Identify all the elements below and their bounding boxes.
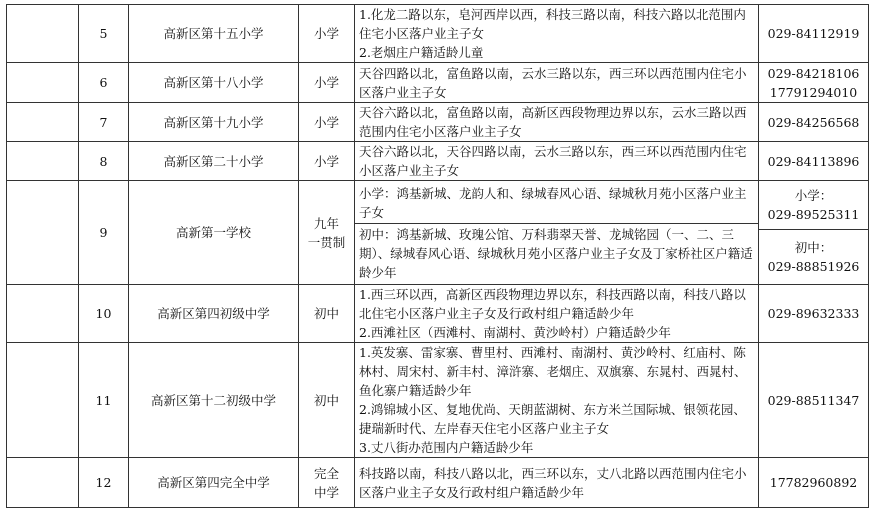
row-number: 8	[79, 142, 129, 181]
blank-cell	[7, 181, 79, 285]
enrollment-area	[355, 343, 759, 458]
contact-phone	[759, 458, 869, 508]
row-number: 10	[79, 285, 129, 343]
cell-line: 1.英发寨、雷家寨、曹里村、西滩村、南湖村、黄沙岭村、红庙村、陈林村、周宋村、新丰村、漳浒寨、老烟庄、双旗寨、东晁村、西晁村、鱼化寨户籍适龄少年	[359, 345, 747, 398]
enrollment-sub-area: 小学：鸿基新城、龙韵人和、绿城春风心语、绿城秋月苑小区落户业主子女	[355, 183, 758, 224]
table-row	[7, 343, 869, 458]
phone-sub-cell	[759, 230, 868, 284]
row-number: 12	[79, 458, 129, 508]
cell-line: 天谷六路以北，天谷四路以南，云水三路以东，西三环以西范围内住宅小区落户业主子女	[359, 144, 747, 178]
cell-line: 完全	[313, 465, 339, 481]
school-name: 高新区第四完全中学	[129, 458, 299, 508]
enrollment-sub-area: 初中：鸿基新城、玫瑰公馆、万科翡翠天誉、龙城铭园（一、二、三期）、绿城春风心语、绿城秋月苑小区落户业主子女及丁家桥社区户籍适龄少年	[359, 226, 753, 280]
table-row	[7, 103, 869, 142]
enrollment-area	[355, 285, 759, 343]
school-name: 高新区第十八小学	[129, 63, 299, 103]
cell-line: 17782960892	[769, 475, 858, 490]
school-type	[299, 285, 355, 343]
cell-line: 初中	[313, 306, 339, 321]
cell-line: 2.老烟庄户籍适龄儿童	[359, 45, 484, 60]
school-name: 高新区第二十小学	[129, 142, 299, 181]
table-body	[7, 5, 869, 508]
cell-line: 029-84218106	[767, 65, 860, 81]
cell-line: 1.化龙二路以东，皂河西岸以西，科技三路以南，科技六路以北范围内住宅小区落户业主子女	[359, 7, 746, 41]
cell-line: 九年	[313, 215, 339, 231]
cell-line: 小学	[313, 114, 339, 130]
cell-line: 029-84112919	[767, 26, 860, 41]
school-name: 高新区第四初级中学	[129, 285, 299, 343]
table-row	[7, 5, 869, 63]
school-type	[299, 63, 355, 103]
contact-phone	[759, 63, 869, 103]
phone-sub-cell	[759, 181, 868, 230]
cell-line: 2.鸿锦城小区、复地优尚、天朗蓝湖树、东方米兰国际城、银领花园、捷瑞新时代、左岸春天住宅小区落户业主子女	[359, 402, 746, 436]
school-type	[299, 103, 355, 142]
enrollment-area	[355, 63, 759, 103]
cell-line: 中学	[313, 484, 339, 500]
school-type	[299, 5, 355, 63]
school-name: 高新区第十九小学	[129, 103, 299, 142]
table-row	[7, 285, 869, 343]
cell-line: 小学	[313, 75, 339, 90]
cell-line: 小学	[313, 153, 339, 169]
cell-line: 天谷六路以北，富鱼路以南，高新区西段物理边界以东，云水三路以西范围内住宅小区落户业主子女	[359, 105, 747, 139]
row-number: 5	[79, 5, 129, 63]
table-row	[7, 63, 869, 103]
blank-cell	[7, 458, 79, 508]
table-row	[7, 458, 869, 508]
enrollment-area	[355, 181, 759, 285]
cell-line: 小学	[313, 26, 339, 41]
cell-line: 初中	[313, 392, 339, 408]
contact-phone	[759, 103, 869, 142]
school-type	[299, 142, 355, 181]
enrollment-area	[355, 5, 759, 63]
row-number: 9	[79, 181, 129, 285]
school-name: 高新第一学校	[129, 181, 299, 285]
table-row	[7, 142, 869, 181]
contact-phone	[759, 285, 869, 343]
blank-cell	[7, 285, 79, 343]
school-type	[299, 343, 355, 458]
blank-cell	[7, 142, 79, 181]
cell-line: 一贯制	[307, 234, 346, 250]
blank-cell	[7, 103, 79, 142]
cell-line: 天谷四路以北，富鱼路以南，云水三路以东，西三环以西范围内住宅小区落户业主子女	[359, 65, 747, 100]
blank-cell	[7, 5, 79, 63]
cell-line: 3.丈八街办范围内户籍适龄少年	[359, 440, 534, 455]
cell-line: 2.西滩社区（西滩村、南湖村、黄沙岭村）户籍适龄少年	[359, 325, 671, 340]
cell-line: 1.西三环以西，高新区西段物理边界以东，科技西路以南，科技八路以北住宅小区落户业主子女及行政村组户籍适龄少年	[359, 287, 746, 321]
school-name: 高新区第十五小学	[129, 5, 299, 63]
school-type	[299, 181, 355, 285]
phone-label: 小学：	[794, 188, 833, 203]
cell-line: 029-88511347	[767, 392, 860, 408]
phone-number: 029-88851926	[767, 259, 860, 274]
blank-cell	[7, 63, 79, 103]
cell-line: 17791294010	[769, 84, 858, 100]
cell-line: 029-84256568	[767, 114, 860, 130]
cell-line: 科技路以南，科技八路以北，西三环以东，丈八北路以西范围内住宅小区落户业主子女及行政村组户籍适龄少年	[359, 465, 747, 500]
contact-phone	[759, 343, 869, 458]
school-type	[299, 458, 355, 508]
contact-phone	[759, 181, 869, 285]
enrollment-area	[355, 458, 759, 508]
table-row	[7, 181, 869, 285]
phone-label: 初中：	[794, 240, 833, 255]
cell-line: 029-89632333	[767, 306, 860, 321]
phone-number: 029-89525311	[767, 207, 860, 222]
contact-phone	[759, 142, 869, 181]
school-name: 高新区第十二初级中学	[129, 343, 299, 458]
phone-split	[759, 181, 868, 284]
contact-phone	[759, 5, 869, 63]
school-zone-table	[6, 4, 869, 508]
row-number: 11	[79, 343, 129, 458]
blank-cell	[7, 343, 79, 458]
enrollment-area	[355, 103, 759, 142]
row-number: 7	[79, 103, 129, 142]
cell-line: 029-84113896	[767, 153, 860, 169]
row-number: 6	[79, 63, 129, 103]
enrollment-area	[355, 142, 759, 181]
